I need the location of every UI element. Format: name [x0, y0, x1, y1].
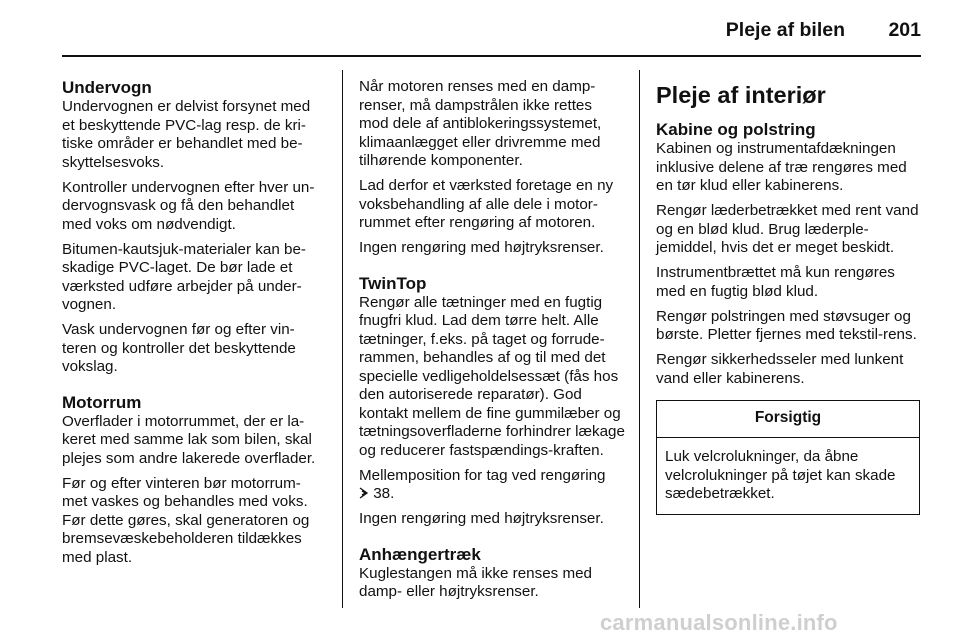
column-1 — [62, 78, 326, 574]
paragraph: Vask undervognen før og efter vin-teren og kontroller det beskyttende vokslag. — [62, 321, 296, 375]
header-divider — [62, 55, 921, 57]
heading-undervogn: Undervogn — [62, 78, 152, 97]
paragraph: Bitumen-kautsjuk-materialer kan be-skadige PVC-laget. De bør lade et værksted udføre arbejder på under-vognen. — [62, 240, 306, 313]
heading-motorrum: Motorrum — [62, 392, 142, 412]
heading-pleje-af-interioer: Pleje af interiør — [656, 82, 826, 108]
paragraph: Kontroller undervognen efter hver un-dervognsvask og få den behandlet med voks om nødvendigt. — [62, 178, 315, 233]
paragraph: Rengør læderbetrækket med rent vand og en blød klud. Brug læderple-jemiddel, hvis det er meget beskidt. — [656, 202, 919, 256]
paragraph: Ingen rengøring med højtryksrenser. — [359, 510, 604, 527]
caution-title: Forsigtig — [657, 401, 919, 438]
paragraph: Rengør sikkerhedsseler med lunkent vand eller kabinerens. — [656, 351, 904, 387]
reference-page: 38. — [373, 485, 395, 502]
column-3 — [656, 78, 922, 515]
caution-body: Luk velcrolukninger, da åbne velcrolukninger på tøjet kan skade sædebetrækket. — [665, 448, 896, 502]
paragraph: Instrumentbrættet må kun rengøres med en fugtig blød klud. — [656, 264, 895, 300]
paragraph: Rengør polstringen med støvsuger og børste. Pletter fjernes med tekstil-rens. — [656, 307, 917, 343]
page-reference — [359, 467, 625, 504]
paragraph: Når motoren renses med en damp-renser, må dampstrålen ikke rettes mod dele af antiblokeringssystemet, klimaanlægget eller drivremme med tilhørende komponenter. — [359, 78, 602, 169]
paragraph: Kuglestangen må ikke renses med damp- eller højtryksrenser. — [359, 564, 593, 600]
column-divider-right — [639, 70, 640, 608]
heading-anhaengertraek: Anhængertræk — [359, 544, 481, 564]
column-divider-left — [342, 70, 343, 608]
page-reference-icon — [359, 487, 369, 499]
paragraph: Kabinen og instrumentafdækningen inklusive delene af træ rengøres med en tør klud eller kabinerens. — [656, 140, 907, 194]
heading-twintop: TwinTop — [359, 273, 427, 293]
reference-text: Mellemposition for tag ved rengøring — [359, 466, 606, 484]
paragraph: Ingen rengøring med højtryksrenser. — [359, 239, 604, 256]
page-number: 201 — [888, 19, 921, 41]
caution-box — [656, 400, 920, 515]
column-2 — [359, 78, 625, 608]
watermark: carmanualsonline.info — [600, 610, 838, 635]
page-header-title: Pleje af bilen — [725, 19, 845, 41]
paragraph: Undervognen er delvist forsynet med et beskyttende PVC-lag resp. de kri-tiske områder er behandlet med be-skyttelsesvoks. — [62, 98, 311, 171]
heading-kabine-og-polstring: Kabine og polstring — [656, 120, 816, 139]
paragraph: Rengør alle tætninger med en fugtig fnugfri klud. Lad dem tørre helt. Alle tætninger, f.eks. på taget og forrude-rammen, behandles af og til med det specielle vedligeholdelsessæt (fås hos den autoriserede reparatør). God kontakt mellem de fine gummilæber og tætningsoverfladerne forhindrer lækage og reducerer fastspændings-kraften. — [359, 293, 625, 459]
paragraph: Før og efter vinteren bør motorrum-met vaskes og behandles med voks. Før dette gøres, skal generatoren og bremsevæskebeholderen tildækkes med plast. — [62, 474, 310, 566]
paragraph: Lad derfor et værksted foretage en ny voksbehandling af alle dele i motor-rummet efter rengøring af motoren. — [359, 177, 614, 231]
paragraph: Overflader i motorrummet, der er la-keret med samme lak som bilen, skal plejes som andre lakerede overflader. — [62, 412, 316, 467]
